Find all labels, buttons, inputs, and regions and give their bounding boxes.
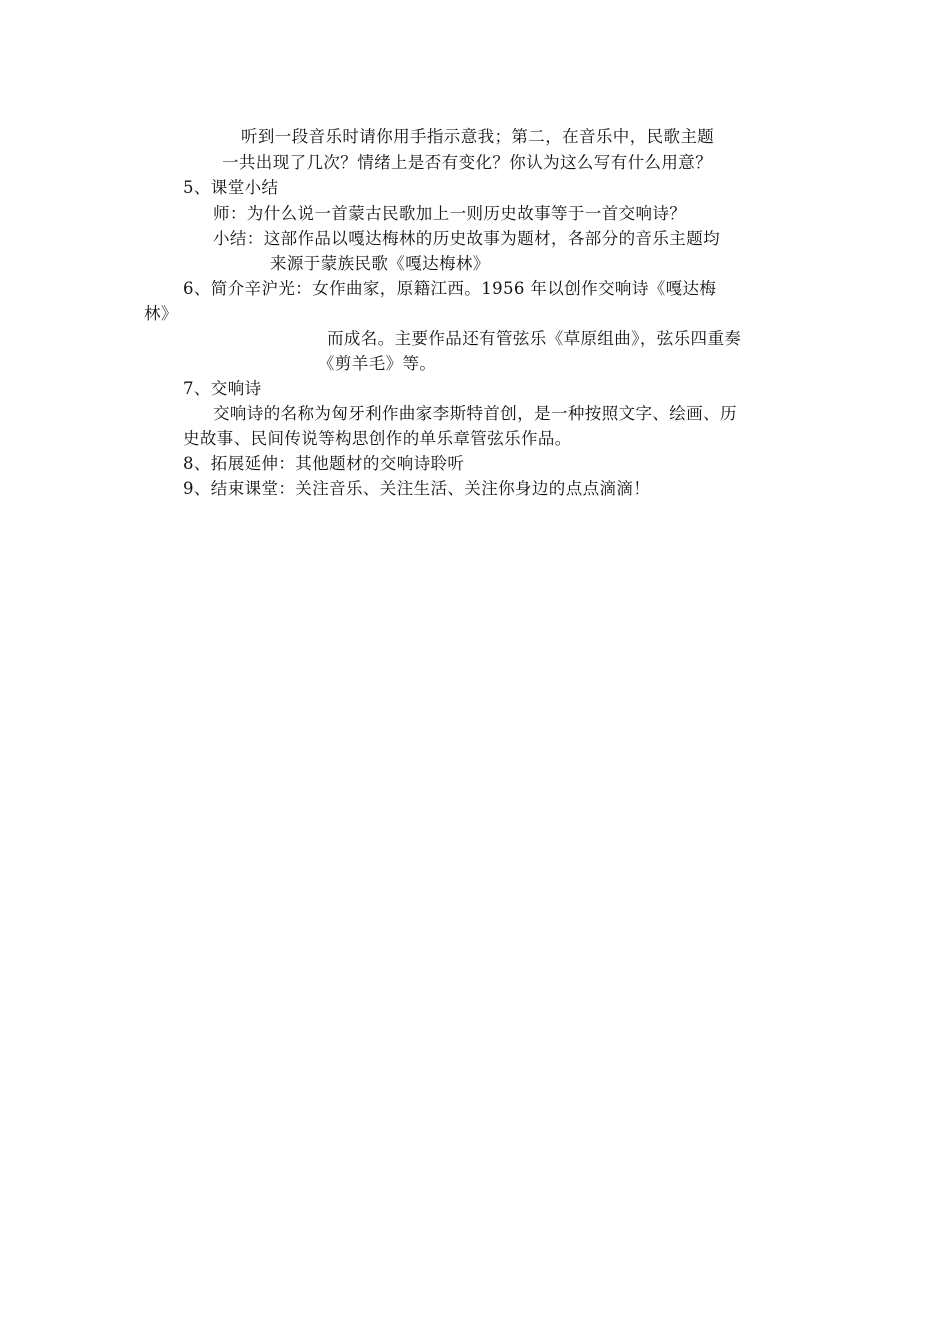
section-5-summary-line-2: 来源于蒙族民歌《嘎达梅林》 — [270, 254, 490, 273]
section-5-teacher-question: 师：为什么说一首蒙古民歌加上一则历史故事等于一首交响诗？ — [213, 204, 687, 223]
section-7-heading: 7、交响诗 — [183, 379, 262, 398]
section-7-body-line-1: 交响诗的名称为匈牙利作曲家李斯特首创，是一种按照文字、绘画、历 — [213, 404, 737, 423]
section-8-line: 8、拓展延伸：其他题材的交响诗聆听 — [183, 454, 465, 473]
section-6-line-1: 6、简介辛沪光：女作曲家，原籍江西。1956 年以创作交响诗《嘎达梅 — [183, 279, 717, 298]
section-7-body-line-2: 史故事、民间传说等构思创作的单乐章管弦乐作品。 — [183, 429, 572, 448]
section-6-line-3: 而成名。主要作品还有管弦乐《草原组曲》，弦乐四重奏 — [327, 329, 742, 348]
section-6-line-4: 《剪羊毛》等。 — [318, 354, 437, 373]
section-5-heading: 5、课堂小结 — [183, 178, 279, 197]
section-6-line-2: 林》 — [144, 304, 178, 323]
section-9-line: 9、结束课堂：关注音乐、关注生活、关注你身边的点点滴滴！ — [183, 479, 651, 498]
text-line-listen: 听到一段音乐时请你用手指示意我；第二，在音乐中，民歌主题 — [241, 127, 715, 146]
section-5-summary-line-1: 小结：这部作品以嘎达梅林的历史故事为题材，各部分的音乐主题均 — [213, 229, 720, 248]
text-line-theme-count: 一共出现了几次？情绪上是否有变化？你认为这么写有什么用意？ — [222, 153, 713, 172]
